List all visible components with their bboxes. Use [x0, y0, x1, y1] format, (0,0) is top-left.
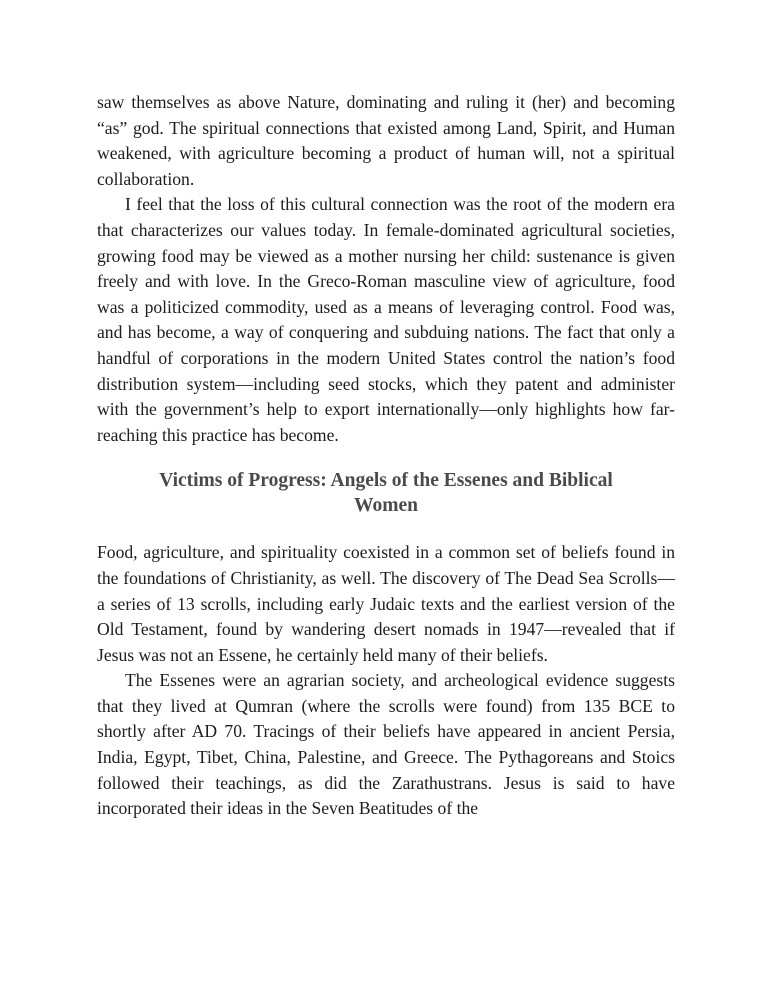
body-paragraph: The Essenes were an agrarian society, and archeological evidence suggests that they lived at Qumran (where the scrolls were found) from 135 BCE to shortly after AD 70. Tracings of their beliefs have appeared in ancient Persia, India, Egypt, Tibet, China, Palestine, and Greece. The Pythagoreans and Stoics followed their teachings, as did the Zarathustrans. Jesus is said to have incorporated their ideas in the Seven Beatitudes of the — [97, 670, 675, 819]
body-paragraph: Food, agriculture, and spirituality coexisted in a common set of beliefs found in the foundations of Christianity, as well. The discovery of The Dead Sea Scrolls—a series of 13 scrolls, including early Judaic texts and the earliest version of the Old Testament, found by wandering desert nomads in 1947—revealed that if Jesus was not an Essene, he certainly held many of their beliefs. — [97, 542, 675, 665]
book-page — [97, 90, 675, 822]
section-heading: Victims of Progress: Angels of the Essenes and Biblical Women — [159, 470, 613, 517]
body-paragraph: saw themselves as above Nature, dominating and ruling it (her) and becoming “as” god. The spiritual connections that existed among Land, Spirit, and Human weakened, with agriculture becoming a product of human will, not a spiritual collaboration. — [97, 92, 675, 189]
body-paragraph: I feel that the loss of this cultural connection was the root of the modern era that characterizes our values today. In female-dominated agricultural societies, growing food may be viewed as a mother nursing her child: sustenance is given freely and with love. In the Greco-Roman masculine view of agriculture, food was a politicized commodity, used as a means of leveraging control. Food was, and has become, a way of conquering and subduing nations. The fact that only a handful of corporations in the modern United States control the nation’s food distribution system—including seed stocks, which they patent and administer with the government’s help to export internationally—only highlights how far-reaching this practice has become. — [97, 194, 675, 445]
